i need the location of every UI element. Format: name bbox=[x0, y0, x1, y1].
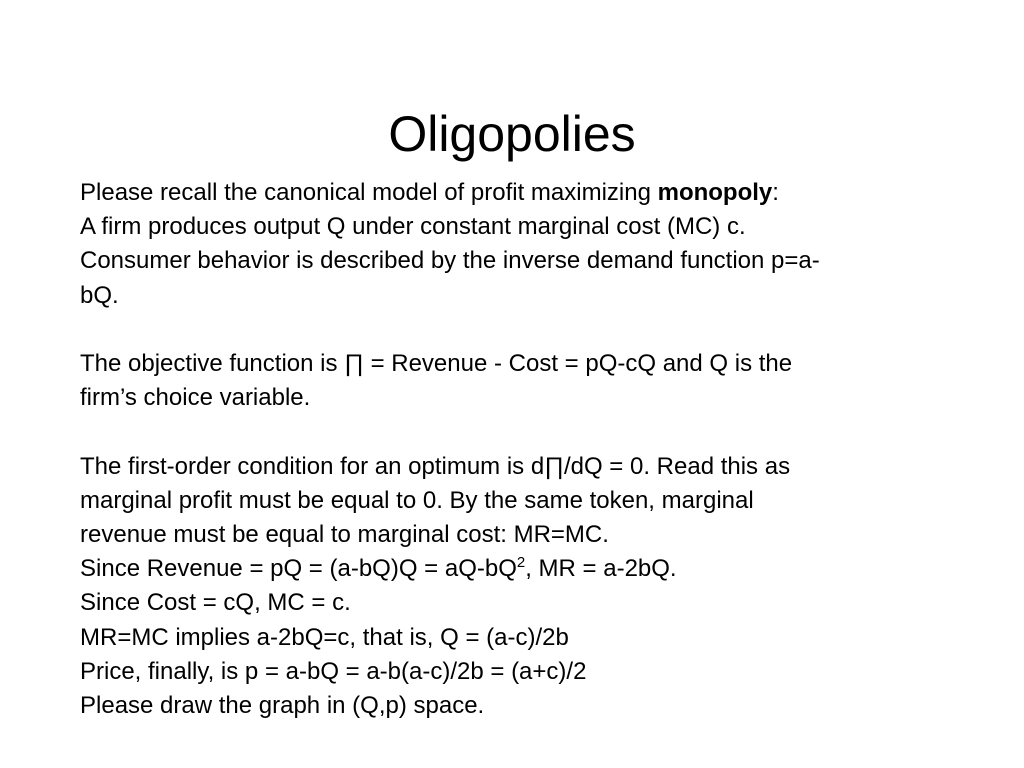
monopoly-intro-text: Please recall the canonical model of profit maximizing bbox=[80, 179, 658, 206]
paragraph-1-line-4: bQ. bbox=[80, 281, 119, 309]
paragraph-3-line-5: Since Cost = cQ, MC = c. bbox=[80, 589, 351, 617]
slide-title: Oligopolies bbox=[388, 106, 636, 162]
paragraph-2-line-1: The objective function is ∏ = Revenue - Cost = pQ-cQ and Q is the bbox=[80, 350, 793, 377]
marginal-revenue-text: , MR = a-2bQ. bbox=[525, 555, 677, 583]
paragraph-3-line-3: revenue must be equal to marginal cost: MR=MC. bbox=[80, 521, 609, 548]
paragraph-3-line-4 bbox=[80, 552, 980, 586]
paragraph-3-line-6: MR=MC implies a-2bQ=c, that is, Q = (a-c)/2b bbox=[80, 623, 569, 651]
monopoly-emphasis: monopoly bbox=[657, 179, 773, 206]
slide-body bbox=[80, 176, 980, 723]
paragraph-1-line-3: Consumer behavior is described by the inverse demand function p=a- bbox=[80, 247, 820, 275]
squared-superscript: 2 bbox=[516, 554, 526, 572]
revenue-formula-text: Since Revenue = pQ = (a-bQ)Q = aQ-bQ bbox=[80, 555, 517, 583]
paragraph-1-line-1 bbox=[80, 176, 980, 210]
paragraph-2-line-2: firm’s choice variable. bbox=[80, 384, 311, 412]
paragraph-3-line-7: Price, finally, is p = a-bQ = a-b(a-c)/2b = (a+c)/2 bbox=[80, 657, 587, 685]
paragraph-3-line-8: Please draw the graph in (Q,p) space. bbox=[80, 692, 485, 720]
paragraph-3-line-2: marginal profit must be equal to 0. By the same token, marginal bbox=[80, 486, 754, 514]
paragraph-3-line-1: The first-order condition for an optimum is d∏/dQ = 0. Read this as bbox=[80, 452, 791, 480]
paragraph-1-line-2: A firm produces output Q under constant marginal cost (MC) c. bbox=[80, 213, 746, 241]
paragraph-spacer bbox=[80, 415, 980, 449]
paragraph-spacer bbox=[80, 313, 980, 347]
monopoly-colon: : bbox=[772, 179, 779, 206]
